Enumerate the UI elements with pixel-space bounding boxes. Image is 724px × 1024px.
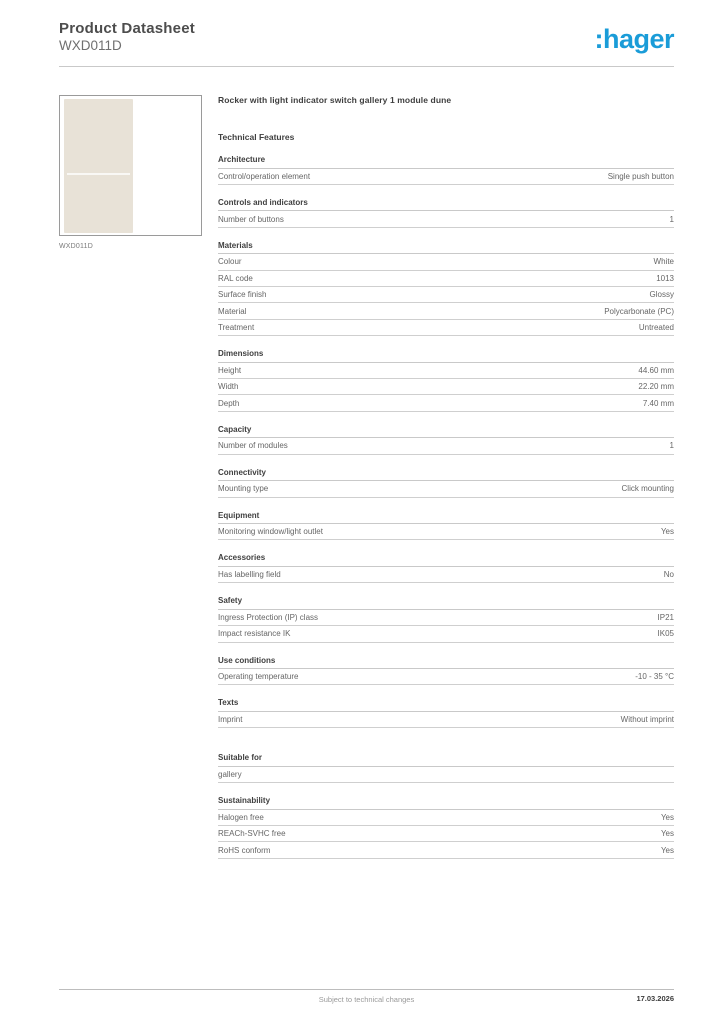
section-heading: Materials <box>218 238 674 255</box>
section-heading: Capacity <box>218 422 674 439</box>
spec-section <box>218 465 674 498</box>
footer-note: Subject to technical changes <box>318 995 415 1004</box>
spec-value: 1 <box>669 441 674 451</box>
spec-value: Glossy <box>649 290 674 300</box>
section-rows <box>218 567 674 583</box>
spec-label: Number of buttons <box>218 214 284 224</box>
spec-row <box>218 767 674 783</box>
spec-row <box>218 169 674 185</box>
spec-label: Mounting type <box>218 484 269 494</box>
spec-value: 22.20 mm <box>638 382 674 392</box>
spec-row <box>218 379 674 395</box>
spec-value: Yes <box>660 527 674 537</box>
spec-value: White <box>653 257 674 267</box>
spec-section <box>218 422 674 455</box>
spec-label: RoHS conform <box>218 845 271 855</box>
section-rows <box>218 363 674 412</box>
technical-features-heading: Technical Features <box>218 132 295 142</box>
section-rows <box>218 810 674 859</box>
spec-section <box>218 695 674 728</box>
spec-label: Material <box>218 306 247 316</box>
page-title: Product Datasheet <box>59 20 195 37</box>
spec-value: 44.60 mm <box>638 365 674 375</box>
product-title: Rocker with light indicator switch gallery 1 module dune <box>218 95 452 105</box>
section-rows <box>218 481 674 497</box>
spec-label: Number of modules <box>218 441 288 451</box>
product-image-column <box>59 95 218 250</box>
specs-column <box>218 95 674 859</box>
section-heading: Texts <box>218 695 674 712</box>
spec-row <box>218 712 674 728</box>
spec-label: REACh-SVHC free <box>218 829 286 839</box>
section-rows <box>218 712 674 728</box>
content-area <box>59 95 674 859</box>
spec-row <box>218 363 674 379</box>
spec-section <box>218 750 674 783</box>
spec-section <box>218 346 674 412</box>
section-heading: Safety <box>218 593 674 610</box>
product-reference: WXD011D <box>59 38 122 53</box>
spec-section <box>218 195 674 228</box>
spec-label: Has labelling field <box>218 570 281 580</box>
section-heading: Accessories <box>218 550 674 567</box>
spec-row <box>218 524 674 540</box>
spec-label: Surface finish <box>218 290 267 300</box>
section-rows <box>218 669 674 685</box>
section-rows <box>218 610 674 643</box>
spec-value: Polycarbonate (PC) <box>604 306 674 316</box>
spec-value: IK05 <box>657 629 674 639</box>
spec-row <box>218 395 674 411</box>
spec-row <box>218 254 674 270</box>
spec-label: Width <box>218 382 239 392</box>
spec-label: Operating temperature <box>218 672 299 682</box>
section-heading: Controls and indicators <box>218 195 674 212</box>
spec-label: Colour <box>218 257 242 267</box>
spec-row <box>218 211 674 227</box>
spec-value: Yes <box>660 829 674 839</box>
spec-section <box>218 653 674 686</box>
spec-section <box>218 238 674 336</box>
spec-value: Untreated <box>638 322 674 332</box>
footer-date: 17.03.2026 <box>636 994 674 1003</box>
hager-logo: :hager <box>594 24 674 54</box>
spec-row <box>218 626 674 642</box>
section-rows <box>218 254 674 336</box>
rocker-groove <box>67 173 131 175</box>
spec-value: 1013 <box>656 273 674 283</box>
section-rows <box>218 169 674 185</box>
spec-label: Halogen free <box>218 812 264 822</box>
section-heading: Dimensions <box>218 346 674 363</box>
section-rows <box>218 524 674 540</box>
spec-value: No <box>663 570 674 580</box>
section-heading: Sustainability <box>218 793 674 810</box>
spec-label: Monitoring window/light outlet <box>218 527 323 537</box>
section-heading: Connectivity <box>218 465 674 482</box>
page-header <box>59 20 674 67</box>
spec-section <box>218 550 674 583</box>
spec-row <box>218 567 674 583</box>
spec-value: 7.40 mm <box>642 398 674 408</box>
section-rows <box>218 767 674 783</box>
spec-label: Impact resistance IK <box>218 629 291 639</box>
spec-row <box>218 810 674 826</box>
spec-row <box>218 287 674 303</box>
spec-value: -10 - 35 °C <box>635 672 674 682</box>
spec-label: Height <box>218 365 242 375</box>
technical-sections <box>218 152 674 859</box>
spec-section <box>218 593 674 642</box>
page-footer <box>59 989 674 1004</box>
spec-row <box>218 481 674 497</box>
rocker-switch-graphic <box>64 99 133 233</box>
section-heading: Suitable for <box>218 750 674 767</box>
spec-section <box>218 152 674 185</box>
spec-value: 1 <box>669 214 674 224</box>
section-heading: Architecture <box>218 152 674 169</box>
spec-label: gallery <box>218 769 242 779</box>
spec-section <box>218 508 674 541</box>
spec-row <box>218 320 674 336</box>
section-rows <box>218 211 674 227</box>
spec-section <box>218 793 674 859</box>
product-image-caption: WXD011D <box>59 243 93 250</box>
spec-label: Treatment <box>218 322 255 332</box>
section-rows <box>218 438 674 454</box>
spec-value: Click mounting <box>621 484 674 494</box>
spec-row <box>218 842 674 858</box>
spec-value: Yes <box>660 845 674 855</box>
section-heading: Equipment <box>218 508 674 525</box>
spec-value: IP21 <box>657 612 674 622</box>
spec-label: RAL code <box>218 273 253 283</box>
spec-label: Depth <box>218 398 240 408</box>
spec-row <box>218 610 674 626</box>
spec-row <box>218 271 674 287</box>
spec-row <box>218 826 674 842</box>
spec-row <box>218 669 674 685</box>
spec-label: Ingress Protection (IP) class <box>218 612 319 622</box>
spec-row <box>218 438 674 454</box>
spec-label: Control/operation element <box>218 171 311 181</box>
product-image <box>59 95 202 236</box>
spec-value: Without imprint <box>620 715 674 725</box>
spec-value: Single push button <box>607 171 674 181</box>
spec-row <box>218 303 674 319</box>
spec-value: Yes <box>660 812 674 822</box>
section-heading: Use conditions <box>218 653 674 670</box>
spec-label: Imprint <box>218 715 243 725</box>
